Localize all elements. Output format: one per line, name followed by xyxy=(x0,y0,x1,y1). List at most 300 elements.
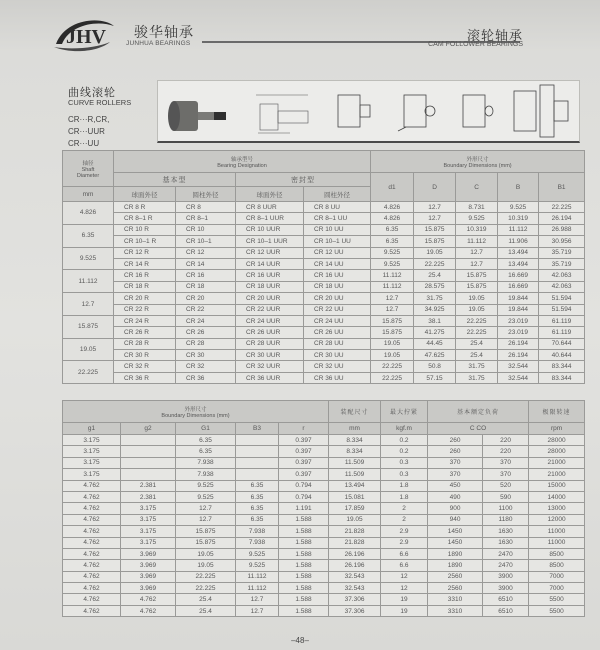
value-cell: 3.969 xyxy=(121,548,176,559)
value-cell: 17.859 xyxy=(329,503,381,514)
designation-cell: CR 16 UU xyxy=(304,270,371,281)
table-row xyxy=(63,560,585,571)
dimension-cell: 35.719 xyxy=(539,258,585,269)
value-cell: 37.306 xyxy=(329,605,381,616)
brand-name-cn: 骏华轴承 xyxy=(134,24,194,40)
value-cell: 3.175 xyxy=(63,457,121,468)
value-cell: 6.35 xyxy=(236,514,279,525)
table-row xyxy=(63,202,585,213)
value-cell: 5500 xyxy=(529,605,585,616)
value-cell: 7.938 xyxy=(176,457,236,468)
dimension-cell: 19.05 xyxy=(371,338,414,349)
value-cell: 1.588 xyxy=(279,526,329,537)
value-cell: 15.875 xyxy=(176,537,236,548)
value-cell: 19.05 xyxy=(329,514,381,525)
dimension-cell: 15.875 xyxy=(456,270,498,281)
value-cell: 0.794 xyxy=(279,480,329,491)
table-row xyxy=(63,281,585,292)
designation-cell: CR 8–1 UUR xyxy=(236,213,304,224)
value-cell: 15000 xyxy=(529,480,585,491)
value-cell: 1100 xyxy=(483,503,529,514)
dimension-cell: 15.875 xyxy=(414,236,456,247)
dimension-cell: 12.7 xyxy=(371,304,414,315)
dimension-cell: 11.906 xyxy=(498,236,539,247)
value-cell: 4.762 xyxy=(63,503,121,514)
designation-cell: CR 32 UUR xyxy=(236,361,304,372)
table-row xyxy=(63,270,585,281)
value-cell: 11.509 xyxy=(329,457,381,468)
value-cell: 1450 xyxy=(428,537,483,548)
dimension-cell: 50.8 xyxy=(414,361,456,372)
table-row xyxy=(63,571,585,582)
designation-cell: CR 14 R xyxy=(114,258,176,269)
designation-cell: CR 20 R xyxy=(114,293,176,304)
value-cell xyxy=(121,446,176,457)
value-cell: 22.225 xyxy=(176,571,236,582)
value-cell: 370 xyxy=(428,457,483,468)
table-row xyxy=(63,480,585,491)
designation-cell: CR 22 UUR xyxy=(236,304,304,315)
dimension-cell: 22.225 xyxy=(371,372,414,383)
value-cell: 11000 xyxy=(529,526,585,537)
table-row xyxy=(63,372,585,383)
value-cell: 5500 xyxy=(529,594,585,605)
brand-name-en: JUNHUA BEARINGS xyxy=(126,40,191,47)
value-cell: 370 xyxy=(483,457,529,468)
designation-cell: CR 12 R xyxy=(114,247,176,258)
value-cell xyxy=(121,435,176,446)
value-cell: 0.2 xyxy=(381,435,428,446)
value-cell: 13000 xyxy=(529,503,585,514)
value-cell: 1.588 xyxy=(279,548,329,559)
dimension-cell: 10.319 xyxy=(498,213,539,224)
value-cell: 1.588 xyxy=(279,571,329,582)
value-cell: 14000 xyxy=(529,491,585,502)
dimension-cell: 19.844 xyxy=(498,304,539,315)
table-row xyxy=(63,457,585,468)
table-row xyxy=(63,435,585,446)
value-cell: 28000 xyxy=(529,435,585,446)
dimension-cell: 11.112 xyxy=(456,236,498,247)
dimension-cell: 38.1 xyxy=(414,315,456,326)
value-cell: 12.7 xyxy=(236,594,279,605)
value-cell: 1.588 xyxy=(279,583,329,594)
col-B3: B3 xyxy=(236,423,279,435)
table-row xyxy=(63,293,585,304)
dimension-cell: 25.4 xyxy=(456,350,498,361)
designation-cell: CR 8–1 xyxy=(176,213,236,224)
designation-cell: CR 22 UU xyxy=(304,304,371,315)
dimension-cell: 23.019 xyxy=(498,315,539,326)
value-cell: 3.969 xyxy=(121,560,176,571)
section-title-en: CAM FOLLOWER BEARINGS xyxy=(428,41,523,48)
value-cell: 2 xyxy=(381,514,428,525)
shaft-diameter-cell: 11.112 xyxy=(63,270,114,293)
value-cell: 2560 xyxy=(428,571,483,582)
dimension-cell: 15.875 xyxy=(414,224,456,235)
value-cell: 22.225 xyxy=(176,583,236,594)
value-cell xyxy=(236,446,279,457)
dimension-cell: 32.544 xyxy=(498,361,539,372)
col-spherical-od-sealed: 球面外径 xyxy=(236,187,304,202)
value-cell: 4.762 xyxy=(63,480,121,491)
basic-load-rating-header: 基本额定负荷 xyxy=(428,401,529,423)
designation-cell: CR 16 xyxy=(176,270,236,281)
value-cell: 21.828 xyxy=(329,537,381,548)
value-cell: 6510 xyxy=(483,594,529,605)
table-row xyxy=(63,503,585,514)
value-cell: 26.196 xyxy=(329,560,381,571)
value-cell xyxy=(236,457,279,468)
value-cell: 4.762 xyxy=(121,605,176,616)
dimension-cell: 19.844 xyxy=(498,293,539,304)
col-mounting-unit: mm xyxy=(329,423,381,435)
designation-cell: CR 24 R xyxy=(114,315,176,326)
dimension-cell: 15.875 xyxy=(456,281,498,292)
value-cell: 4.762 xyxy=(63,491,121,502)
value-cell: 8500 xyxy=(529,548,585,559)
value-cell: 11000 xyxy=(529,537,585,548)
dimension-cell: 19.05 xyxy=(414,247,456,258)
dimension-cell: 31.75 xyxy=(456,361,498,372)
value-cell: 2470 xyxy=(483,560,529,571)
dimension-cell: 25.4 xyxy=(456,338,498,349)
dimension-cell: 19.05 xyxy=(456,304,498,315)
value-cell: 1.8 xyxy=(381,491,428,502)
dimension-cell: 16.669 xyxy=(498,270,539,281)
shaft-diameter-cell: 15.875 xyxy=(63,315,114,338)
value-cell: 2 xyxy=(381,503,428,514)
bearing-designation-table xyxy=(62,150,585,384)
value-cell: 3.969 xyxy=(121,571,176,582)
designation-cell: CR 8–1 UU xyxy=(304,213,371,224)
table-row xyxy=(63,605,585,616)
value-cell: 3310 xyxy=(428,594,483,605)
col-speed-unit: rpm xyxy=(529,423,585,435)
dimension-cell: 11.112 xyxy=(371,281,414,292)
dimension-cell: 34.925 xyxy=(414,304,456,315)
designation-cell: CR 18 R xyxy=(114,281,176,292)
value-cell: 1890 xyxy=(428,548,483,559)
dimension-cell: 26.194 xyxy=(539,213,585,224)
shaft-diameter-cell: 4.826 xyxy=(63,202,114,225)
value-cell: 6.6 xyxy=(381,560,428,571)
designation-cell: CR 12 UU xyxy=(304,247,371,258)
value-cell: 12.7 xyxy=(236,605,279,616)
dimension-cell: 22.225 xyxy=(371,361,414,372)
dimension-cell: 26.194 xyxy=(498,338,539,349)
dimension-cell: 22.225 xyxy=(456,327,498,338)
col-B1: B1 xyxy=(539,173,585,202)
designation-cell: CR 30 xyxy=(176,350,236,361)
value-cell: 0.397 xyxy=(279,469,329,480)
value-cell xyxy=(236,469,279,480)
col-r: r xyxy=(279,423,329,435)
value-cell: 1.8 xyxy=(381,480,428,491)
series-label: CR···R,CR, xyxy=(68,115,110,124)
value-cell: 12.7 xyxy=(176,514,236,525)
designation-cell: CR 18 UU xyxy=(304,281,371,292)
dimension-cell: 61.119 xyxy=(539,327,585,338)
designation-cell: CR 8 UU xyxy=(304,202,371,213)
dimension-cell: 9.525 xyxy=(371,247,414,258)
col-g1: g1 xyxy=(63,423,121,435)
value-cell: 11.112 xyxy=(236,571,279,582)
designation-cell: CR 28 UU xyxy=(304,338,371,349)
value-cell: 1450 xyxy=(428,526,483,537)
value-cell: 8.334 xyxy=(329,446,381,457)
value-cell: 15.875 xyxy=(176,526,236,537)
table-row xyxy=(63,594,585,605)
dimension-cell: 22.225 xyxy=(414,258,456,269)
value-cell: 0.3 xyxy=(381,457,428,468)
value-cell: 3.175 xyxy=(63,469,121,480)
designation-cell: CR 14 UU xyxy=(304,258,371,269)
value-cell: 12 xyxy=(381,583,428,594)
dimension-cell: 19.05 xyxy=(456,293,498,304)
shaft-diameter-header: 轴径 Shaft Diameter xyxy=(63,151,114,187)
table-row xyxy=(63,338,585,349)
dimension-cell: 41.275 xyxy=(414,327,456,338)
value-cell: 520 xyxy=(483,480,529,491)
designation-cell: CR 8 UUR xyxy=(236,202,304,213)
dimension-cell: 31.75 xyxy=(456,372,498,383)
col-cylindrical-od-basic: 圆柱外径 xyxy=(176,187,236,202)
dimension-cell: 47.625 xyxy=(414,350,456,361)
value-cell: 3900 xyxy=(483,571,529,582)
designation-cell: CR 14 xyxy=(176,258,236,269)
product-title-en: CURVE ROLLERS xyxy=(68,98,132,107)
value-cell: 6.6 xyxy=(381,548,428,559)
table-row xyxy=(63,548,585,559)
table-row xyxy=(63,350,585,361)
designation-cell: CR 10 xyxy=(176,224,236,235)
value-cell: 940 xyxy=(428,514,483,525)
dimension-cell: 30.956 xyxy=(539,236,585,247)
table-row xyxy=(63,213,585,224)
dimension-cell: 12.7 xyxy=(371,293,414,304)
value-cell: 7.938 xyxy=(236,537,279,548)
value-cell: 9.525 xyxy=(176,480,236,491)
dimension-cell: 12.7 xyxy=(414,202,456,213)
value-cell: 3.175 xyxy=(121,537,176,548)
designation-cell: CR 10 UUR xyxy=(236,224,304,235)
value-cell: 4.762 xyxy=(63,560,121,571)
value-cell: 8.334 xyxy=(329,435,381,446)
dimension-cell: 25.4 xyxy=(414,270,456,281)
value-cell: 3.175 xyxy=(63,446,121,457)
dimension-cell: 70.644 xyxy=(539,338,585,349)
designation-cell: CR 26 UUR xyxy=(236,327,304,338)
shaft-diameter-cell: 6.35 xyxy=(63,224,114,247)
dimension-cell: 9.525 xyxy=(498,202,539,213)
table-row xyxy=(63,315,585,326)
dimension-cell: 15.875 xyxy=(371,315,414,326)
value-cell: 2.381 xyxy=(121,480,176,491)
designation-cell: CR 36 UU xyxy=(304,372,371,383)
designation-cell: CR 32 UU xyxy=(304,361,371,372)
value-cell: 6.35 xyxy=(176,446,236,457)
value-cell: 1630 xyxy=(483,526,529,537)
table-row xyxy=(63,469,585,480)
value-cell: 28000 xyxy=(529,446,585,457)
value-cell: 6510 xyxy=(483,605,529,616)
designation-cell: CR 24 xyxy=(176,315,236,326)
value-cell: 9.525 xyxy=(176,491,236,502)
value-cell: 220 xyxy=(483,435,529,446)
value-cell: 12000 xyxy=(529,514,585,525)
table-row xyxy=(63,583,585,594)
designation-cell: CR 22 R xyxy=(114,304,176,315)
value-cell: 7000 xyxy=(529,583,585,594)
table-row xyxy=(63,446,585,457)
value-cell: 260 xyxy=(428,435,483,446)
value-cell: 2470 xyxy=(483,548,529,559)
table-row xyxy=(63,327,585,338)
value-cell: 6.35 xyxy=(236,503,279,514)
value-cell: 3.175 xyxy=(63,435,121,446)
dimension-cell: 4.826 xyxy=(371,202,414,213)
value-cell: 1.588 xyxy=(279,594,329,605)
table-row xyxy=(63,514,585,525)
value-cell: 1.588 xyxy=(279,605,329,616)
value-cell: 9.525 xyxy=(236,548,279,559)
value-cell: 220 xyxy=(483,446,529,457)
value-cell: 19 xyxy=(381,594,428,605)
value-cell: 1890 xyxy=(428,560,483,571)
value-cell: 32.543 xyxy=(329,583,381,594)
dimension-cell: 12.7 xyxy=(456,247,498,258)
value-cell: 15.081 xyxy=(329,491,381,502)
dimension-cell: 28.575 xyxy=(414,281,456,292)
value-cell: 4.762 xyxy=(63,514,121,525)
value-cell: 0.2 xyxy=(381,446,428,457)
value-cell: 7000 xyxy=(529,571,585,582)
col-C: C xyxy=(456,173,498,202)
dimension-cell: 35.719 xyxy=(539,247,585,258)
designation-cell: CR 10–1 xyxy=(176,236,236,247)
logo-text: JHV xyxy=(66,26,106,48)
page-header xyxy=(0,0,600,60)
value-cell: 4.762 xyxy=(63,605,121,616)
page-number: –48– xyxy=(291,636,309,645)
sealed-type-header: 密封型 xyxy=(236,173,371,187)
dimension-cell: 44.45 xyxy=(414,338,456,349)
series-label: CR···UUR xyxy=(68,127,105,136)
dimension-cell: 51.594 xyxy=(539,304,585,315)
table-row xyxy=(63,304,585,315)
value-cell: 37.306 xyxy=(329,594,381,605)
shaft-unit: mm xyxy=(63,187,114,202)
designation-cell: CR 14 UUR xyxy=(236,258,304,269)
dimension-cell: 31.75 xyxy=(414,293,456,304)
dimension-cell: 8.731 xyxy=(456,202,498,213)
dimension-cell: 6.35 xyxy=(371,236,414,247)
value-cell xyxy=(236,435,279,446)
value-cell: 900 xyxy=(428,503,483,514)
designation-cell: CR 16 UUR xyxy=(236,270,304,281)
designation-cell: CR 32 R xyxy=(114,361,176,372)
designation-cell: CR 30 UU xyxy=(304,350,371,361)
designation-cell: CR 30 R xyxy=(114,350,176,361)
dimension-cell: 61.119 xyxy=(539,315,585,326)
value-cell: 590 xyxy=(483,491,529,502)
value-cell: 0.397 xyxy=(279,446,329,457)
col-torque-unit: kgf.m xyxy=(381,423,428,435)
designation-cell: CR 10–1 R xyxy=(114,236,176,247)
designation-cell: CR 30 UUR xyxy=(236,350,304,361)
table-row xyxy=(63,361,585,372)
col-B: B xyxy=(498,173,539,202)
col-g2: g2 xyxy=(121,423,176,435)
value-cell: 0.794 xyxy=(279,491,329,502)
value-cell: 4.762 xyxy=(63,571,121,582)
col-d1: d1 xyxy=(371,173,414,202)
basic-type-header: 基本型 xyxy=(114,173,236,187)
designation-cell: CR 26 xyxy=(176,327,236,338)
value-cell: 26.196 xyxy=(329,548,381,559)
value-cell: 450 xyxy=(428,480,483,491)
value-cell: 19 xyxy=(381,605,428,616)
bearing-drawings-icon xyxy=(158,81,581,141)
mounting-size-header: 装配尺寸 xyxy=(329,401,381,423)
designation-cell: CR 8–1 R xyxy=(114,213,176,224)
value-cell: 9.525 xyxy=(236,560,279,571)
value-cell: 19.05 xyxy=(176,548,236,559)
value-cell: 11.112 xyxy=(236,583,279,594)
dimension-cell: 32.544 xyxy=(498,372,539,383)
value-cell: 370 xyxy=(483,469,529,480)
designation-cell: CR 20 xyxy=(176,293,236,304)
dimension-cell: 40.644 xyxy=(539,350,585,361)
table-row xyxy=(63,526,585,537)
designation-cell: CR 36 xyxy=(176,372,236,383)
value-cell: 1180 xyxy=(483,514,529,525)
col-D: D xyxy=(414,173,456,202)
dimension-cell: 15.875 xyxy=(371,327,414,338)
col-cylindrical-od-sealed: 圆柱外径 xyxy=(304,187,371,202)
series-label: CR···UU xyxy=(68,139,100,148)
value-cell: 4.762 xyxy=(121,594,176,605)
dimension-cell: 22.225 xyxy=(456,315,498,326)
col-spherical-od-basic: 球面外径 xyxy=(114,187,176,202)
dimension-cell: 13.494 xyxy=(498,247,539,258)
dimension-cell: 13.494 xyxy=(498,258,539,269)
dimension-cell: 9.525 xyxy=(371,258,414,269)
value-cell: 1.588 xyxy=(279,560,329,571)
boundary-dimensions-header: 外形尺寸 Boundary Dimensions (mm) xyxy=(371,151,585,173)
value-cell: 1.588 xyxy=(279,537,329,548)
col-load-unit: C CO xyxy=(428,423,529,435)
boundary-dimensions-header: 外形尺寸 Boundary Dimensions (mm) xyxy=(63,401,329,423)
table-row xyxy=(63,236,585,247)
value-cell: 3.969 xyxy=(121,583,176,594)
shaft-diameter-cell: 9.525 xyxy=(63,247,114,270)
value-cell: 370 xyxy=(428,469,483,480)
dimension-cell: 16.669 xyxy=(498,281,539,292)
designation-cell: CR 10–1 UU xyxy=(304,236,371,247)
value-cell: 25.4 xyxy=(176,594,236,605)
dimension-cell: 57.15 xyxy=(414,372,456,383)
value-cell: 1.588 xyxy=(279,514,329,525)
max-torque-header: 最大拧紧 xyxy=(381,401,428,423)
load-rating-table xyxy=(62,400,585,617)
designation-cell: CR 10–1 UUR xyxy=(236,236,304,247)
value-cell: 32.543 xyxy=(329,571,381,582)
designation-cell: CR 26 UU xyxy=(304,327,371,338)
dimension-cell: 83.344 xyxy=(539,361,585,372)
dimension-cell: 19.05 xyxy=(371,350,414,361)
